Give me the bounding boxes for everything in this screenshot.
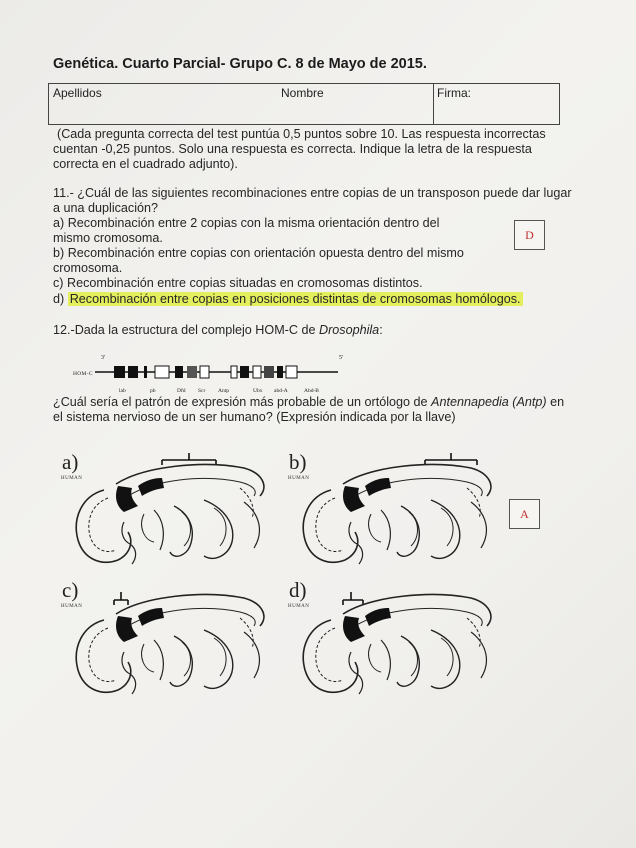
expression-bracket-a — [162, 453, 216, 465]
q12-option-d-label: d) — [289, 578, 307, 602]
gene-box-pb — [128, 366, 138, 378]
q12-option-a-sublabel: HUMAN — [61, 476, 83, 481]
q12-option-c-label: c) — [62, 578, 79, 602]
gene-box-abd-b — [286, 366, 297, 378]
gene-label-abd-a: abd-A — [274, 388, 288, 394]
instructions: (Cada pregunta correcta del test puntúa 0,5 puntos sobre 10. Las respuesta incorrectas cuentan -0,25 puntos. Solo una respuesta es correcta. Indique la letra de la respuesta correcta en el cuadrado adjunto). — [53, 127, 546, 171]
q12-question-2 — [53, 395, 573, 425]
gene-label-abd-b: Abd-B — [304, 388, 319, 394]
q12-option-a-label: a) — [62, 450, 79, 474]
q11-question: 11.- ¿Cuál de las siguientes recombinaciones entre copias de un transposon puede dar lugar a una duplicación? — [53, 186, 572, 215]
q12-answer-box[interactable]: A — [509, 499, 540, 529]
expression-bracket-b — [425, 453, 477, 465]
q11-option-d-prefix: d) — [53, 292, 68, 306]
question-12 — [53, 323, 383, 338]
q11-answer-box[interactable]: D — [514, 220, 545, 250]
expression-bracket-d — [343, 592, 363, 605]
q11-option-d — [53, 292, 573, 307]
q12-question-2-prefix: ¿Cuál sería el patrón de expresión más probable de un ortólogo de — [53, 395, 432, 409]
q12-option-d-sublabel: HUMAN — [288, 604, 310, 609]
q11-option-c: c) Recombinación entre copias situadas en cromosomas distintos. — [53, 276, 423, 290]
firma-field[interactable]: Firma: — [437, 86, 471, 100]
embryo-a-figure — [58, 450, 268, 570]
q11-option-a: a) Recombinación entre 2 copias con la misma orientación dentro del mismo cromosoma. — [53, 216, 440, 245]
embryo-d-figure — [285, 578, 495, 698]
gene-label-pb: pb — [150, 388, 156, 394]
expression-bracket-c — [114, 592, 128, 605]
q12-question-2-suffix: en el sistema nervioso de un ser humano? (Expresión indicada por la llave) — [53, 395, 565, 424]
gene-box-antp — [200, 366, 209, 378]
q12-option-c-sublabel: HUMAN — [61, 604, 83, 609]
gene-end-3: 3' — [101, 355, 106, 361]
embryo-b-figure — [285, 450, 495, 570]
gene-label-dfd: Dfd — [177, 388, 186, 394]
gene-complex-label: HOM-C — [73, 371, 93, 377]
gene-box-ubx — [240, 366, 249, 378]
page-title: Genética. Cuarto Parcial- Grupo C. 8 de Mayo de 2015. — [53, 56, 427, 72]
nombre-field[interactable]: Nombre — [281, 86, 324, 100]
gene-label-lab: lab — [119, 388, 126, 394]
gene-end-5: 5' — [339, 355, 344, 361]
q12-question-italic: Drosophila — [318, 323, 380, 337]
gene-label-scr: Scr — [198, 388, 206, 394]
q11-option-b: b) Recombinación entre copias con orientación opuesta dentro del mismo cromosoma. — [53, 246, 464, 275]
q12-option-b-label: b) — [289, 450, 307, 474]
q12-question-2-italic: Antennapedia (Antp) — [431, 395, 547, 409]
q12-option-b-sublabel: HUMAN — [288, 476, 310, 481]
q11-option-d-highlight: Recombinación entre copias en posiciones distintas de cromosomas homólogos. — [69, 292, 521, 306]
q12-question-prefix: 12.-Dada la estructura del complejo HOM-C de — [53, 323, 319, 337]
gene-box-lab — [114, 366, 125, 378]
name-box — [48, 83, 560, 125]
gene-label-antp: Antp — [218, 388, 229, 394]
gene-box-dfd — [155, 366, 169, 378]
question-11 — [53, 186, 573, 307]
gene-label-ubx: Ubx — [253, 388, 263, 394]
apellidos-field[interactable]: Apellidos — [53, 86, 102, 100]
hom-c-gene-diagram — [70, 350, 360, 395]
name-box-divider — [433, 84, 434, 124]
gene-box-scr — [187, 366, 197, 378]
q12-question-suffix: : — [379, 323, 383, 337]
gene-box-abd-a — [264, 366, 274, 378]
embryo-c-figure — [58, 578, 268, 698]
